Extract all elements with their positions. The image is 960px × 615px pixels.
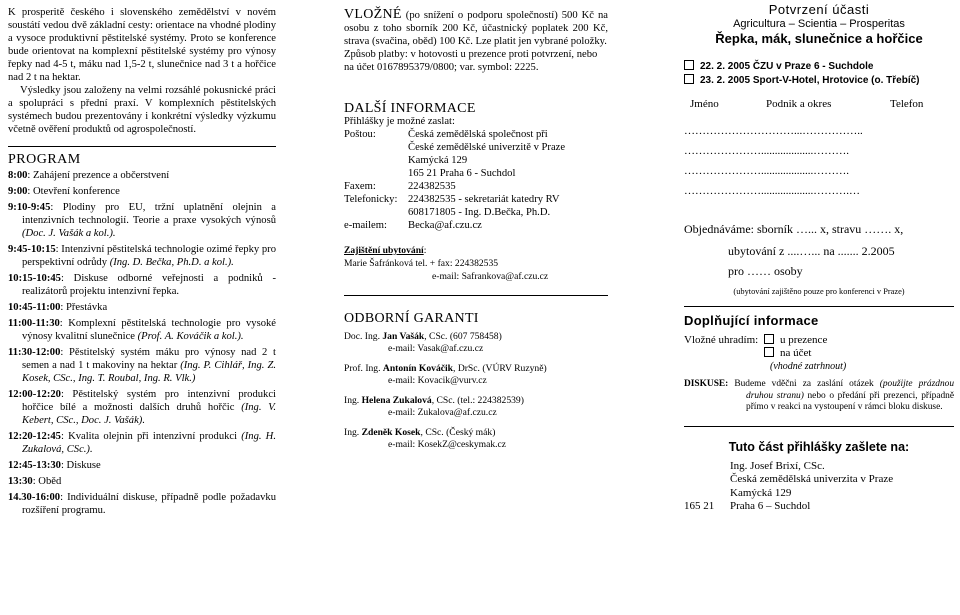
program-time: 9:10-9:45 (8, 202, 51, 213)
form-title: Potvrzení účasti (768, 2, 870, 17)
address-line: Ing. Josef Brixí, CSc. (730, 459, 825, 472)
program-time: 9:00 (8, 186, 28, 197)
program-speakers: (Ing. P. Cihlář, Ing. Z. Kosek, CSc., Ing. T. Roubal, Ing. R. Vlk.) (22, 360, 276, 384)
guarantor-pre: Ing. (344, 395, 362, 406)
dates-block (684, 60, 954, 88)
checkbox-icon[interactable] (684, 60, 694, 70)
post-label: Poštou: (344, 129, 376, 140)
program-text: : Pěstitelský systém pro intenzivní produkci hořčice bílé a možnosti dalších druhů hořčic (22, 389, 276, 413)
program-item (8, 201, 276, 240)
post-line: Kamýcká 129 (408, 155, 468, 166)
program-time: 12:20-12:45 (8, 431, 61, 442)
email-row (344, 219, 608, 232)
program-item (8, 272, 276, 298)
program-text: : Komplexní pěstitelská technologie pro vysoké výnosy kvalitní slunečnice (22, 318, 276, 342)
left-column (8, 0, 276, 517)
program-text: : Plodiny pro EU, tržní uplatnění olejnin a intenzivních technologií. Teorie a praxe vysokých výnosů (22, 202, 276, 226)
tel-line: 224382535 - sekretariát katedry RV (408, 194, 560, 205)
program-speakers: (Ing. V. Kebert, CSc., Doc. J. Vašák). (22, 402, 277, 426)
program-time: 9:45-10:15 (8, 244, 56, 255)
divider (684, 306, 954, 307)
checkbox-icon[interactable] (684, 74, 694, 84)
program-item (8, 430, 276, 456)
send-title: Tuto část přihlášky zašlete na: (728, 439, 910, 454)
program-list (8, 169, 276, 517)
guarantor-email: e-mail: KosekZ@ceskymak.cz (388, 439, 507, 450)
program-text: : Individuální diskuse, případně podle požadavku rozšíření programu. (22, 492, 276, 516)
fee-text: (po snížení o podporu společností) 500 Kč na osobu z toho sborník 200 Kč, účastnický poplatek 200 Kč, strava (svačina, oběd) 100 Kč. Lze platit jen vybrané položky. (344, 10, 608, 47)
program-time: 12:45-13:30 (8, 460, 61, 471)
guarantor-name: Antonín Kováčik (382, 363, 454, 374)
program-text: : Zahájení prezence a občerstvení (27, 170, 170, 181)
info-title: DALŠÍ INFORMACE (344, 101, 476, 116)
fee-label: Vložné uhradím: (684, 334, 759, 346)
post-line: 165 21 Praha 6 - Suchdol (408, 168, 516, 179)
divider (684, 426, 954, 427)
discussion-text: DISKUSE: Budeme vděčni za zaslání otázek (použijte prázdnou druhou stranu) nebo o předání při prezenci, případně přímo v reakci na vystoupení v rámci bloku diskuse. (684, 379, 955, 412)
checkbox-icon[interactable] (764, 347, 774, 357)
guarantor-email: e-mail: Kovacik@vurv.cz (388, 375, 487, 386)
option-on-site[interactable]: u prezence (764, 334, 846, 347)
event-title: Řepka, mák, slunečnice a hořčice (715, 31, 923, 46)
payment-text: Způsob platby: v hotovosti u prezence proti potvrzení, nebo na účet 0167895379/0800; var. symbol: 2225. (344, 49, 598, 73)
program-time: 10:15-10:45 (8, 273, 61, 284)
guarantors-title: ODBORNÍ GARANTI (344, 311, 479, 326)
post-line: České zemědělské univerzitě v Praze (408, 142, 566, 153)
program-time: 13:30 (8, 476, 33, 487)
guarantor (344, 363, 608, 387)
right-column (684, 0, 954, 514)
fee-choices (764, 334, 846, 373)
form-fill-lines[interactable] (684, 121, 954, 201)
divider (344, 295, 608, 296)
persons-line[interactable]: pro …… osoby (728, 264, 803, 278)
accommodation-note: (ubytování zajištěno pouze pro konferenci v Praze) (733, 287, 905, 296)
guarantor (344, 427, 608, 451)
guarantor-email: e-mail: Zukalova@af.czu.cz (388, 407, 497, 418)
program-item (8, 301, 276, 314)
program-item (8, 185, 276, 198)
info-subtitle: Přihlášky je možné zaslat: (344, 116, 455, 127)
fee-heading: VLOŽNÉ (344, 7, 402, 22)
program-time: 10:45-11:00 (8, 302, 61, 313)
program-item (8, 459, 276, 472)
program-item (8, 491, 276, 517)
program-text: : Oběd (32, 476, 62, 487)
program-time: 11:30-12:00 (8, 347, 61, 358)
intro-paragraph: K prosperitě českého i slovenského zemědělství v novém soustátí vedou dvě základní cesty: orientace na vhodné plodiny a vysoce produktivní pěstitelské systémy. Proto se konference bude orientovat na komplexní pěstitelské systémy pro výnosy řepky nad 4-5 t, máku nad 1,5-2 t, slunečnice nad 3 t a hořčice nad 2 t na hektar. (8, 7, 276, 83)
program-text: : Pěstitelský systém máku pro výnosy nad 2 t semen a nad 1 t makoviny na hektar (22, 347, 276, 371)
program-item (8, 475, 276, 488)
guarantor-pre: Ing. (344, 427, 362, 438)
program-item (8, 346, 276, 385)
guarantor-name: Helena Zukalová (361, 395, 432, 406)
fax-row (344, 180, 608, 193)
fill-line[interactable]: …………………...................………. (684, 165, 849, 177)
fill-line[interactable]: …………………...................……….… (684, 185, 860, 197)
accommodation-title: Zajištění ubytování (344, 245, 424, 256)
guarantors-list (344, 331, 608, 451)
accommodation-dates[interactable]: ubytování z ....…... na ....... 2.2005 (728, 244, 895, 258)
program-speakers: (Doc. J. Vašák a kol.). (22, 228, 116, 239)
tel-line: 608171805 - Ing. D.Bečka, Ph.D. (408, 207, 551, 218)
program-time: 12:00-12:20 (8, 389, 61, 400)
program-text: : Otevření konference (27, 186, 120, 197)
email-label: e-mailem: (344, 220, 387, 231)
tel-label: Telefonicky: (344, 194, 398, 205)
program-text: : Přestávka (60, 302, 108, 313)
city: Praha 6 – Suchdol (730, 500, 811, 512)
motto: Agricultura – Scientia – Prosperitas (733, 18, 905, 30)
checkbox-icon[interactable] (764, 334, 774, 344)
program-speakers: (Prof. A. Kováčik a kol.). (137, 331, 244, 342)
program-time: 14.30-16:00 (8, 492, 61, 503)
program-text: : Kvalita olejnin při intenzivní produkci (60, 431, 238, 442)
fee-options (684, 334, 954, 373)
guarantor (344, 331, 608, 355)
guarantor-pre: Prof. Ing. (344, 363, 383, 374)
guarantor-post: , DrSc. (VÚRV Ruzyně) (453, 363, 547, 374)
option-account[interactable]: na účet (764, 347, 846, 360)
post-row (344, 128, 608, 180)
program-text: : Intenzivní pěstitelská technologie ozimé řepky pro perspektivní odrůdy (22, 244, 276, 268)
fax-label: Faxem: (344, 181, 376, 192)
zip-code: 165 21 (684, 500, 715, 512)
accommodation-email: e-mail: Safrankova@af.czu.cz (432, 271, 549, 282)
post-address (408, 128, 565, 180)
program-item (8, 169, 276, 182)
guarantor-line (344, 427, 608, 439)
guarantor-post: , CSc. (tel.: 224382539) (431, 395, 524, 406)
col-name: Jméno (690, 98, 719, 110)
order-block (684, 219, 954, 281)
discussion-label: DISKUSE: (684, 379, 729, 389)
tel-row (344, 193, 608, 219)
fax-number: 224382535 (408, 181, 456, 192)
guarantor-pre: Doc. Ing. (344, 331, 383, 342)
guarantor-name: Zdeněk Kosek (361, 427, 421, 438)
intro-paragraph-2: Výsledky jsou založeny na velmi rozsáhlé pokusnické práci a spolupráci s přední praxí. V komplexních pěstitelských systémech budou prezentovány i konkrétní výsledky výzkumu včetně ověření produktů od agrospolečností. (8, 85, 276, 135)
email-address: Becka@af.czu.cz (408, 220, 482, 231)
order-line[interactable]: Objednáváme: sborník …... x, stravu ……. x, (684, 222, 904, 236)
guarantor-line (344, 331, 608, 343)
send-address (684, 460, 954, 514)
program-speakers: (Ing. H. Zukalová, CSc.). (22, 431, 276, 455)
accommodation-contact: Marie Šafránková tel. + fax: 224382535 (344, 258, 499, 269)
program-text: : Diskuse (60, 460, 101, 471)
fee-paragraph (344, 8, 608, 48)
guarantor-post: , CSc. (Český mák) (420, 427, 496, 438)
address-line: Kamýcká 129 (730, 486, 792, 499)
fill-line[interactable]: …………………...................………. (684, 145, 849, 157)
address-city-row (684, 500, 954, 514)
program-time: 8:00 (8, 170, 28, 181)
program-time: 11:00-11:30 (8, 318, 60, 329)
address-line: Česká zemědělská univerzita v Praze (730, 473, 894, 485)
col-phone: Telefon (890, 98, 924, 110)
tel-lines (408, 193, 560, 219)
fill-line[interactable]: …………………………...…………….. (684, 125, 863, 137)
program-title: PROGRAM (8, 152, 81, 167)
program-speakers: (Ing. D. Bečka, Ph.D. a kol.). (109, 257, 234, 268)
guarantor-post: , CSc. (607 758458) (424, 331, 502, 342)
date-option-1[interactable]: 22. 2. 2005 ČZU v Praze 6 - Suchdole (684, 60, 954, 74)
divider (8, 146, 276, 147)
guarantor (344, 395, 608, 419)
accommodation-block: Zajištění ubytování: Marie Šafránková tel. + fax: 224382535 e-mail: Safrankova@af.czu.cz (344, 244, 608, 283)
date-option-2[interactable]: 23. 2. 2005 Sport-V-Hotel, Hrotovice (o. Třebíč) (684, 74, 954, 88)
program-item (8, 388, 276, 427)
guarantor-email: e-mail: Vasak@af.czu.cz (388, 343, 484, 354)
guarantor-line (344, 363, 608, 375)
check-hint: (vhodné zatrhnout) (770, 361, 847, 372)
post-line: Česká zemědělská společnost při (408, 129, 548, 140)
form-columns (684, 97, 954, 111)
program-item (8, 317, 276, 343)
guarantor-line (344, 395, 608, 407)
col-company: Podnik a okres (766, 98, 832, 110)
program-text: : Diskuse odborné veřejnosti a podniků - realizátorů projektu intenzivní řepka. (22, 273, 276, 297)
middle-column (344, 0, 608, 459)
extra-info-title: Doplňující informace (684, 313, 819, 328)
program-item (8, 243, 276, 269)
guarantor-name: Jan Vašák (382, 331, 425, 342)
